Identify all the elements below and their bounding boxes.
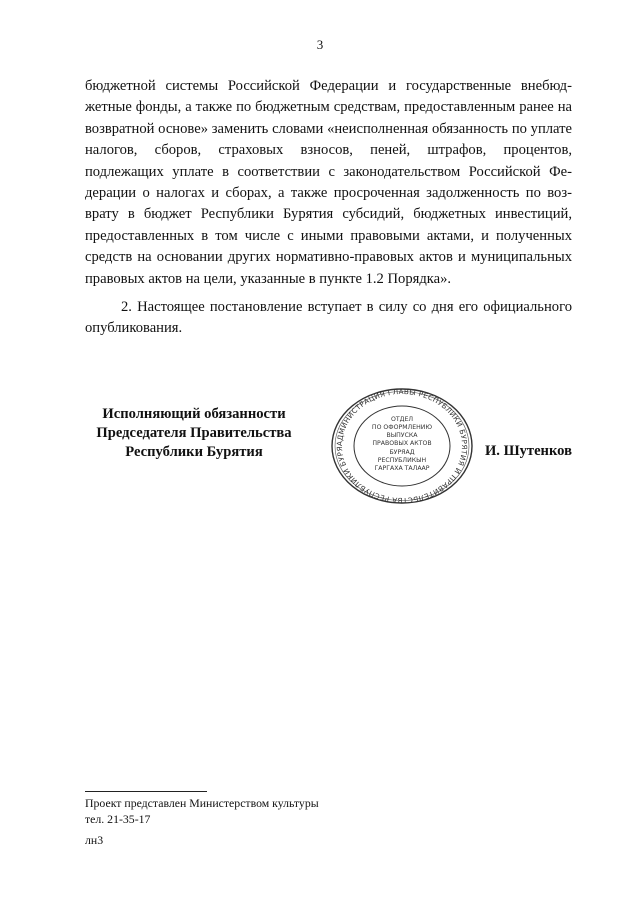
seal-center-line: БУРЯАД (389, 449, 415, 456)
footnote (85, 796, 319, 827)
seal-center-line: ПО ОФОРМЛЕНИЮ (371, 424, 433, 431)
signer-title-line: Республики Бурятия (125, 444, 263, 460)
signer-name: И. Шутенков (484, 443, 572, 459)
official-seal (330, 388, 474, 504)
page-number: 3 (316, 37, 324, 52)
seal-center-line: ПРАВОВЫХ АКТОВ (372, 440, 432, 447)
seal-center-line: ГАРГАХА ТАЛААР (374, 465, 430, 472)
signer-title (85, 405, 303, 462)
seal-ring-text: АДМИНИСТРАЦИЯ ГЛАВЫ РЕСПУБЛИКИ БУРЯТИЯ И ПРАВИТЕЛЬСТВА РЕСПУБЛИКИ БУРЯ (334, 388, 470, 504)
footnote-line: Проект представлен Министерством культуры (85, 796, 319, 810)
document-code: лн3 (85, 833, 104, 847)
footnote-line: тел. 21-35-17 (85, 811, 151, 826)
body-paragraph-1: бюджетной системы Российской Федерации и государственные внебюджетные фонды, а также по бюджетным средствам, предоставленным ранее на возвратной основе» заменить словами «неисполненная обязанность по уплате налогов, сборов, страховых взносов, пеней, штрафов, процентов, подлежащих уплате в соответствии с законодательством Российской Федерации о налогах и сборах, а также просроченная задолженность по возврату в бюджет Республики Бурятия субсидий, бюджетных инвестиций, предоставленных в том числе с иными правовыми актами, и полученных средств на основании других нормативно-правовых актов и муниципальных правовых актов на цели, указанные в пункте 1.2 Порядка». (85, 78, 572, 287)
signer-title-line: Исполняющий обязанности (102, 406, 286, 422)
body-paragraph-2: 2. Настоящее постановление вступает в силу со дня его официального опубликования. (85, 299, 572, 337)
signer-title-line: Председателя Правительства (96, 425, 292, 441)
footnote-divider (85, 791, 207, 792)
seal-center-line: РЕСПУБЛИКЫН (377, 457, 427, 464)
seal-center-line: ВЫПУСКА (386, 432, 418, 439)
seal-center-line: ОТДЕЛ (390, 416, 414, 423)
seal-icon (330, 388, 474, 504)
